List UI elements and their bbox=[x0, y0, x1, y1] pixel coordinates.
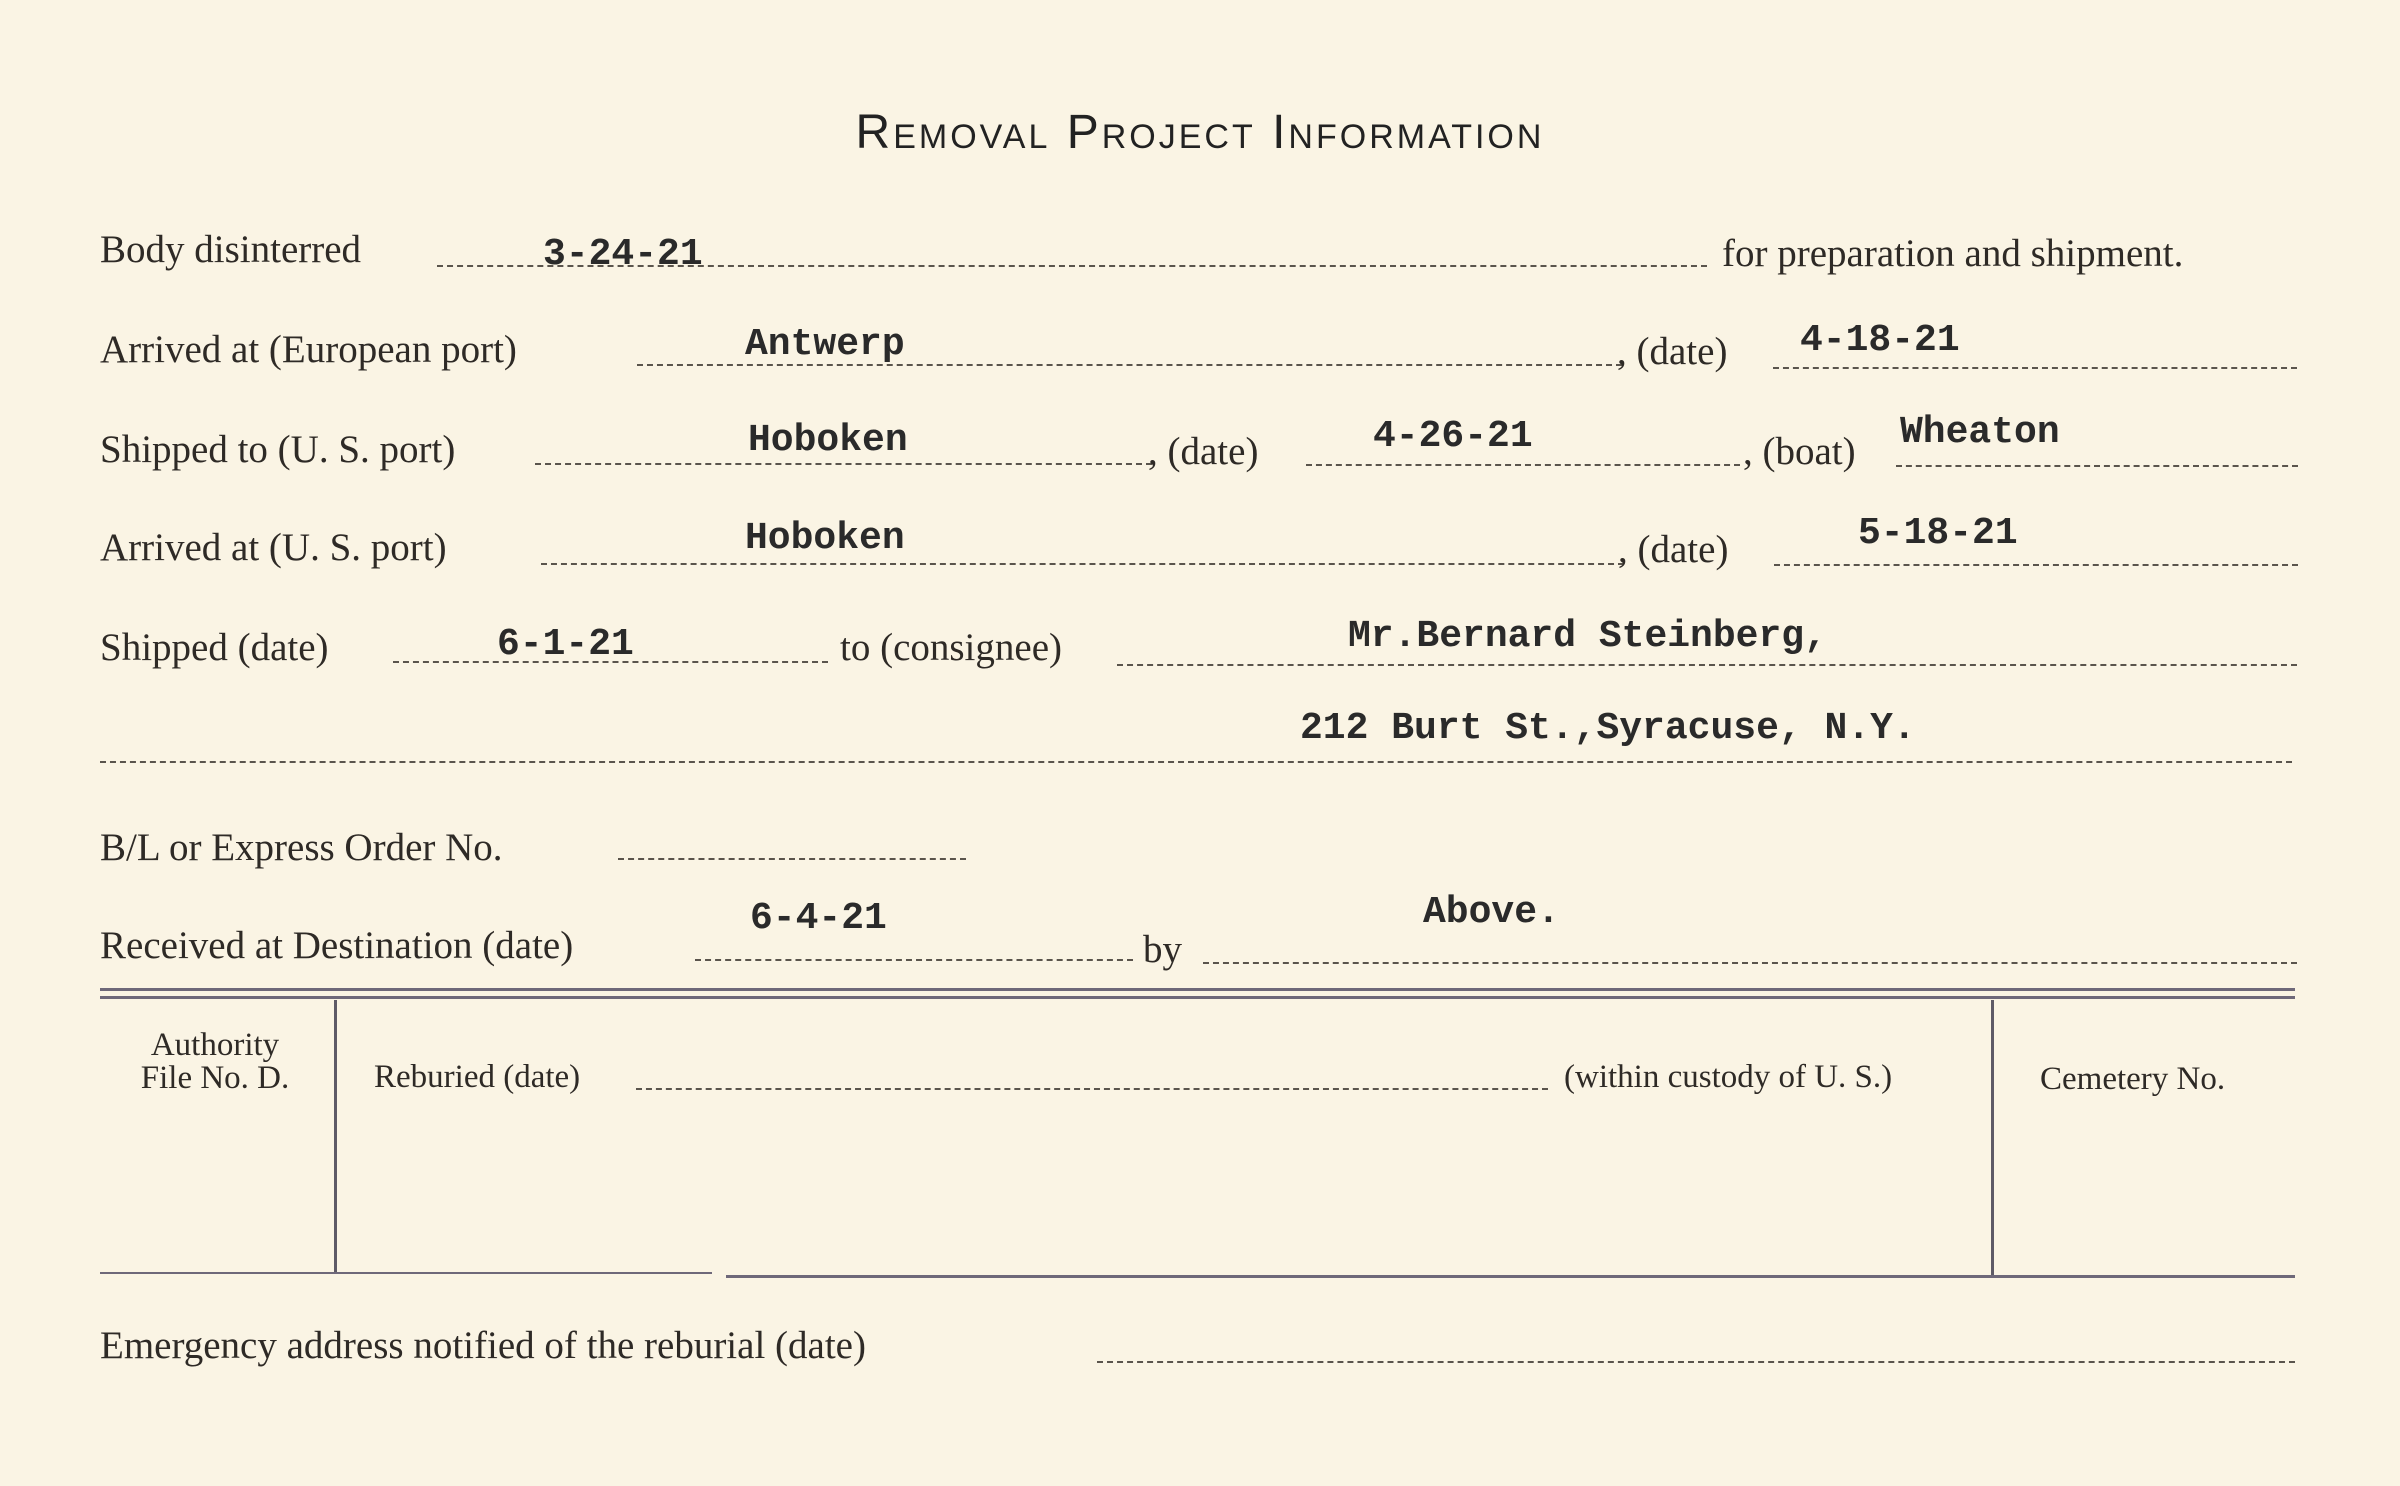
received-date-line bbox=[695, 959, 1133, 961]
box-divider-right bbox=[1991, 1000, 1994, 1276]
box-bottom-rule-left bbox=[100, 1272, 712, 1274]
shipped-us-boat-label: , (boat) bbox=[1743, 430, 1856, 473]
reburied-line bbox=[636, 1088, 1548, 1090]
authority-label-2: File No. D. bbox=[140, 1060, 290, 1096]
bl-order-label: B/L or Express Order No. bbox=[100, 826, 503, 869]
arrived-us-date: 5-18-21 bbox=[1858, 512, 2018, 555]
consignee-address-line bbox=[100, 761, 2292, 763]
received-by-label: by bbox=[1143, 928, 1182, 971]
section-rule-bottom bbox=[100, 996, 2295, 999]
arrived-us-port-line bbox=[541, 563, 1624, 565]
arrived-eu-date: 4-18-21 bbox=[1800, 319, 1960, 362]
received-by: Above. bbox=[1423, 891, 1560, 934]
shipped-us-date-label: , (date) bbox=[1148, 430, 1259, 473]
consignee-line bbox=[1117, 664, 2297, 666]
arrived-us-date-line bbox=[1774, 564, 2298, 566]
box-bottom-rule-right bbox=[726, 1275, 2295, 1278]
authority-label-1: Authority bbox=[150, 1027, 280, 1063]
cemetery-label: Cemetery No. bbox=[2040, 1061, 2226, 1097]
received-date: 6-4-21 bbox=[750, 897, 887, 940]
arrived-eu-port: Antwerp bbox=[745, 323, 905, 366]
received-label: Received at Destination (date) bbox=[100, 924, 574, 967]
shipped-us-date-line bbox=[1306, 464, 1740, 466]
arrived-us-port: Hoboken bbox=[745, 517, 905, 560]
body-disinterred-label: Body disinterred bbox=[100, 228, 362, 271]
received-by-line bbox=[1203, 962, 2297, 964]
shipped-us-port: Hoboken bbox=[748, 419, 908, 462]
custody-label: (within custody of U. S.) bbox=[1564, 1059, 1893, 1095]
consignee-name: Mr.Bernard Steinberg, bbox=[1348, 615, 1827, 658]
arrived-eu-label: Arrived at (European port) bbox=[100, 328, 517, 371]
arrived-eu-date-label: , (date) bbox=[1617, 330, 1728, 373]
shipped-us-date: 4-26-21 bbox=[1373, 415, 1533, 458]
section-rule-top bbox=[100, 988, 2295, 991]
shipped-us-label: Shipped to (U. S. port) bbox=[100, 428, 456, 471]
body-disinterred-suffix: for preparation and shipment. bbox=[1722, 232, 2184, 275]
consignee-address: 212 Burt St.,Syracuse, N.Y. bbox=[1300, 707, 1916, 750]
bl-order-line bbox=[618, 858, 966, 860]
body-disinterred-value: 3-24-21 bbox=[543, 233, 703, 276]
reburied-label: Reburied (date) bbox=[374, 1059, 581, 1095]
consignee-label: to (consignee) bbox=[840, 626, 1063, 669]
shipped-date: 6-1-21 bbox=[497, 623, 634, 666]
shipped-date-label: Shipped (date) bbox=[100, 626, 329, 669]
emergency-line bbox=[1097, 1361, 2295, 1363]
shipped-us-boat: Wheaton bbox=[1900, 411, 2060, 454]
form-title: Removal Project Information bbox=[855, 106, 1545, 159]
emergency-label: Emergency address notified of the reburial (date) bbox=[100, 1324, 866, 1367]
arrived-eu-date-line bbox=[1773, 367, 2297, 369]
shipped-us-boat-line bbox=[1896, 465, 2298, 467]
arrived-us-label: Arrived at (U. S. port) bbox=[100, 526, 447, 569]
box-divider-left bbox=[334, 1000, 337, 1272]
arrived-us-date-label: , (date) bbox=[1618, 528, 1729, 571]
